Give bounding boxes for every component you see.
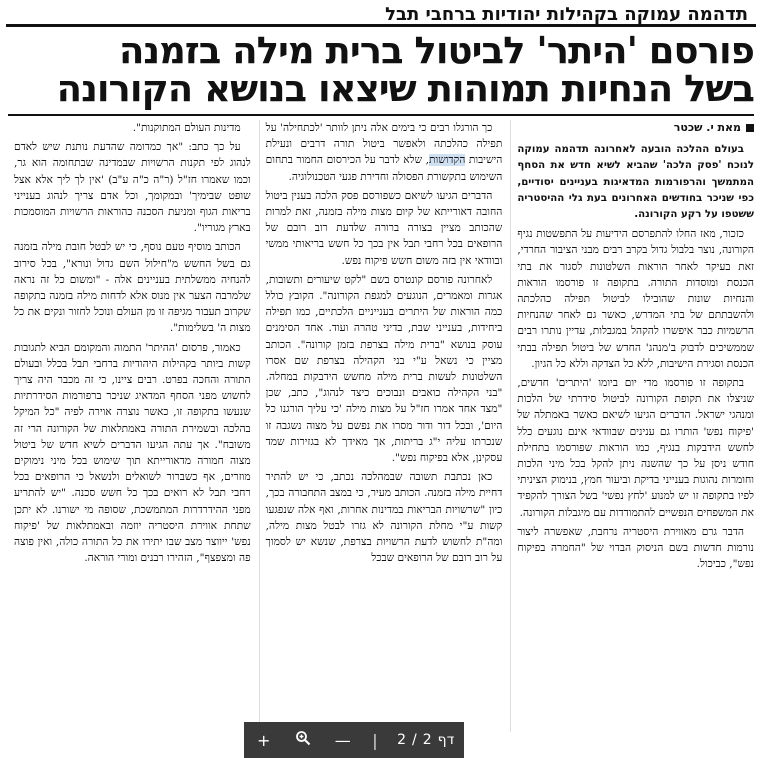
article-headline [10, 29, 754, 110]
article-body [8, 120, 754, 732]
paragraph: לאחרונה פורסם קונטרס בשם "לקט שיעורים ותשובות, אגרות ומאמרים, הנוגעים למגפת הקורונה". הקובץ כולל כמה הוראות של היתרים בענייניים הלכתיים, כמו תפילה ביחידות, בענייני שבת, בדיני טהרה ועוד. אחד הסימנים עוסק בנושא "ברית מילה בצרפת בזמן קורונה". הכותב מציין כי נשאל ע"י בני הקהילה בצרפת שם אסרו השלטונות לעשות ברית מילה מחשש הידבקות במחלה. "בני הקהילה כואבים ונבוכים כיצד לנהוג", כתב, שכן "מצד אחד אמרו חז"ל על מצות מילה 'כי עליך הורגנו כל היום', ובכל דור ודור מסרו את נפשם על מצוה נשגבה זו שנכרתו עליה י"ג בריתות, אך מאידך לא בגזירות שמד עסקינן, אלא בפיקוח נפש". [265, 273, 503, 465]
article-kicker: תדהמה עמוקה בקהילות יהודיות ברחבי תבל [385, 4, 748, 25]
zoom-in-button[interactable]: + [257, 730, 271, 750]
paragraph: כאן נכתבת תשובה שבמהלכה נכתב, כי יש להתיר דחיית מילה בזמנה. הכותב מעיר, כי במצב התחבורה בכך, כיון "שרשויות הבריאות במדינות אחרות, ואף אלה שנפגעו קשות ע"י מחלת הקורונה לא גזרו לבטל מצות מילה, ומה"ת לחשוש לדעת הרשויות בצרפת, שנשא יש לסמוך על רוב רובם של הרופאים שבכל [265, 471, 503, 565]
paragraph-text: , שלא לדבר על הכירסום החמור בתחום השימוש בתקשורת הפסולה וחדירת פגעי הטכנולוגיה. [265, 154, 503, 183]
toolbar-divider: | [372, 730, 378, 750]
byline [517, 120, 754, 136]
page-separator: / [411, 732, 417, 748]
paragraph: בתקופה זו פורסמו מדי יום ביומו 'היתרים' חדשים, שניצלו את תקופת הקורונה לביטול סידרתי של הלכות ומנהגי ישראל. הדברים הגיעו לשיאם כאשר באמתלה של 'פיקוח נפש' הותרו גם ענינים שבוודאי אינם נוגעים כלל לחשש הידבקות בנגיף, כמו הוראות שפורסמו בתחילת חודש ניסן על כך שהשנה ניתן להקל בכל מיני הלכות וחומרות נהוגות בענייני בדיקת וביעור חמץ, בנימוק הציניתי לפיו בתקופה זו יש למנוע 'לחץ נפשי' בשל הצורך להקפיד את המשפחים הנפשיים להתמודדות עם מיגבלות הקורונה. [517, 377, 754, 519]
article-lead: בעולם ההלכה הובעה לאחרונה תדהמה עמוקה לנוכח 'פסק הלכה' שהביא לשיא חדש את הסחף המתמשך והרפורמות המדאיגות בעניינים יסודיים, כפי שניכר בחודשים האחרונים בעת גלי ההיסטריה ששטפו על רקע הקורונה. [517, 144, 754, 221]
column-1 [510, 120, 754, 732]
page-label: דף [437, 732, 455, 748]
column-2 [259, 120, 503, 732]
paragraph: מדינות העולם המתוקנות". [132, 122, 241, 134]
kicker-bar [6, 4, 756, 27]
headline-divider [8, 114, 754, 116]
paragraph-text: כך הורגלו רבים כי בימים אלה ניתן לוותר 'לכתחילה' על תפילה כהלכתה ולאפשר ביטול תורה דרבים ונעילת הישיבות [265, 122, 503, 167]
paragraph: על כך כתב: "אך כמדומה שהדעת נותנת שיש לאדם לנהוג לפי תקנות הרשויות שבמדינה שבתחומה הוא גר, וכמו שאמרו חז"ל (ר"ה כ"ה ע"ב) 'אין לך ליך אלא אצל שופט שבימיך' ובמקומך, וכל אדם צריך לנהוג בענייני בריאות הגוף ומניעת הסכנה כהוראות הרשויות המוסמכות בארץ מגוריו". [13, 141, 251, 235]
paragraph: כזכור, מאז החלו להתפרסם הידיעות על התפשטות נגיף הקורונה, נוצר בלבול גדול בקרב רבים מבני הציבור החרדי, זאת בעיקר לאחר הוראות השלטונות לסגור את בתי הכנסת ומוסדות התורה. בתקופה זו פורסמו הוראות והנחיות שונות שהובילו לביטול תפילה כהלכתה ולהשבתתם של בתי המדרש, כאשר גם לאחר שהנחיות הרשמיות כבר איפשרו להקהל במגבלות, עדיין נותרו רבים שממשיכים לדבוק ב'מנהג' החדש של ביטול תפילה בבתי הכנסת וסגירת הישיבות, ללא כל הצדקה וללא כל הגיון. [517, 228, 754, 370]
byline-square-icon [746, 124, 754, 132]
highlighted-text[interactable]: הקדושות [429, 154, 466, 167]
paragraph: הדברים הגיעו לשיאם כשפורסם פסק הלכה בענין ביטול החובה דאורייתא של קיום מצות מילה בזמנה, זאת למרות שהכותב מציין בצורה ברורה שלדעת רוב רובם של הרופאים בכל רחבי תבל אין בכך כל חשש בריאותי ממשי ובוודאי אין בזה משום חשש פיקוח נפש. [265, 189, 503, 267]
byline-text: מאת י. שכטר [673, 121, 741, 134]
column-3 [8, 120, 251, 732]
headline-line-1: פורסם 'היתר' לביטול ברית מילה בזמנה [118, 29, 754, 72]
paragraph: כאמור, פרסום 'ההיתר' התמוה והמקומם הביא לתגובות קשות ביותר בקהילות היהודיות ברחבי תבל בכלל ובעולם התורה והחכה בפרט. רבים ציינו, כי זה מכבר היה צריך לחשוש מפני הסחף המדאיג שניכר ברפורמות הסידרתיות שנעשו בתקופה זו, כאשר נוצרה אוירה לפיה "כל המיקל בהלכה ובשמירת התורה באמתלאות של הקורונה הרי זה משובח". אך עתה הגיעו הדברים לשיא חדש של ביטול מצוה חמורה מדאורייתא תוך שימוש בכל מיני נימוקים מוזרים, אף כשברור לשואלים ולנשאל כי הרופאים בכל רחבי תבל לא רואים בכך כל חשש סכנה. "יש להתריע מפני ההידרדרות המתמשכת, שסופה מי ישורנו. לא יתכן שתחת אווירת היסטריה יוזמה ובאמתלאות של 'פיקוח נפש' ייווצר מצב שבו יתירו את כל התורה כולה, ואין פוצה פה ומצפצף", הזהירו רבנים ומורי הוראה. [13, 341, 251, 565]
zoom-search-icon[interactable] [293, 730, 313, 750]
paragraph: הדבר גרם מאווירת היסטריה נרחבת, שאפשרה ליצור נורמות חדשות בשם הניסוק הבדוי של "החמרה בפיקוח נפש", כביכול. [517, 525, 754, 571]
page-total: 2 [422, 732, 432, 748]
paragraph [266, 120, 503, 185]
page-current[interactable]: 2 [397, 732, 406, 748]
viewer-toolbar [244, 722, 464, 758]
headline-line-2: בשל הנחיות תמוהות שיצאו בנושא הקורונה [56, 67, 754, 110]
zoom-out-button[interactable]: — [334, 730, 351, 750]
page-indicator [397, 732, 454, 748]
paragraph: הכותב מוסיף טעם נוסף, כי יש לבטל חובת מילה בזמנה גם בשל החשש מ"חילול השם גדול ונורא", בכל סירוב להנחיה ממשלתית בעניינים אלה - "ומשום כל זה נראה שלמרבה הצער אין מנוס אלא לדחות מילה בזמנה בתקופה שקרוב תעבור מגיפה זו מן העולם ונוכל לחזור ונקים את כל מצות ה' בשלימות". [13, 241, 251, 335]
